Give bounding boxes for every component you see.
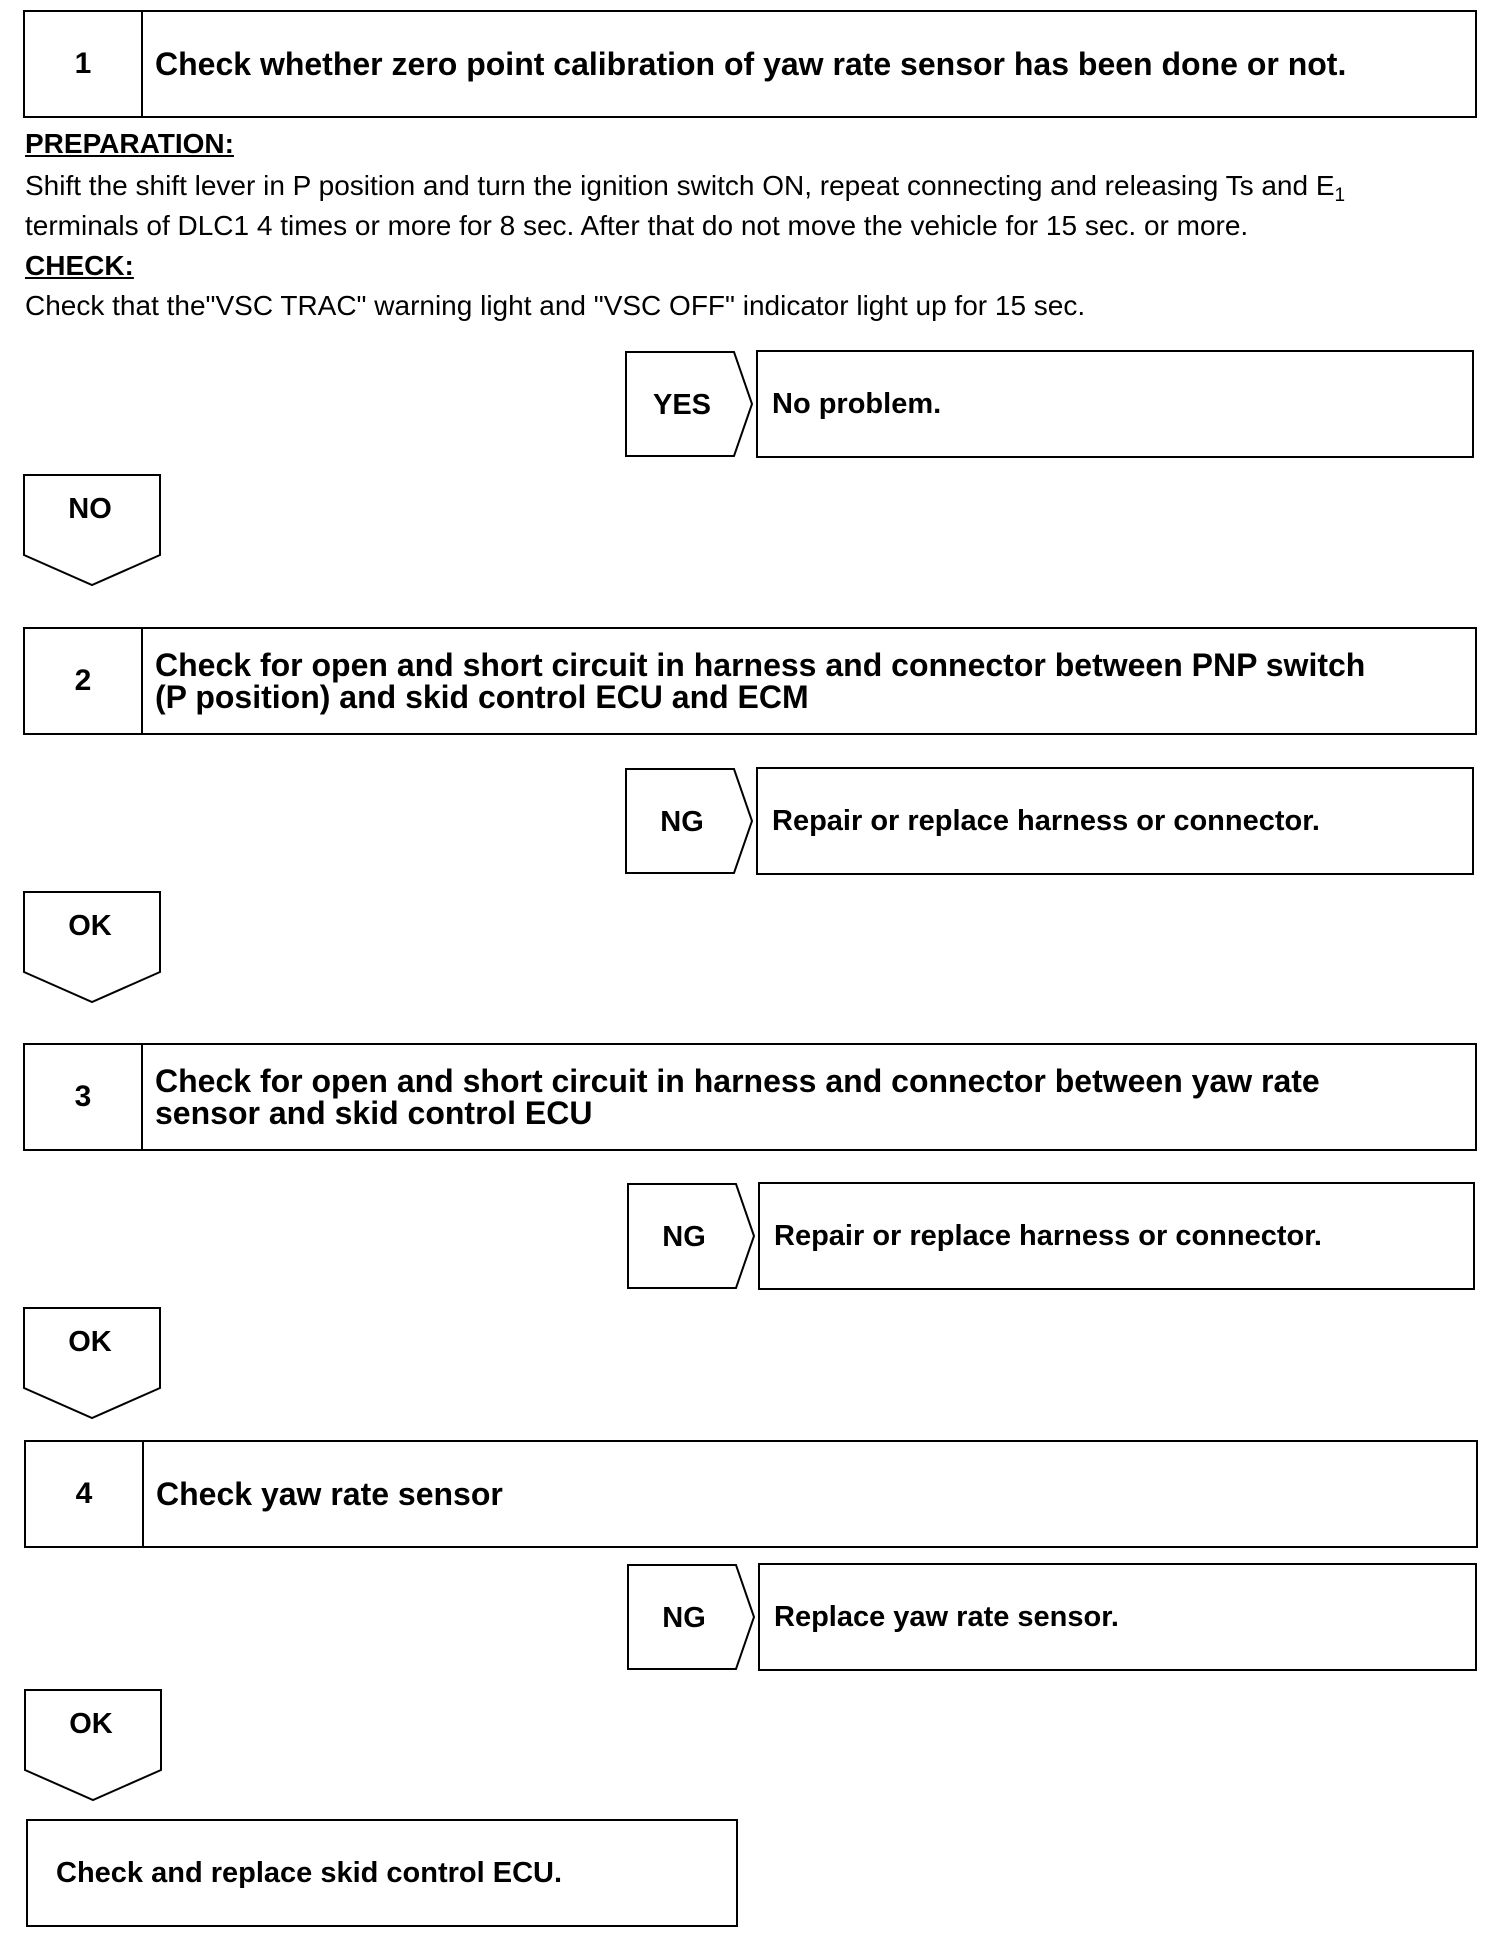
step-4-branch-result: Replace yaw rate sensor. <box>758 1563 1477 1671</box>
step-2-ok-tag <box>22 890 164 1005</box>
no-continue-tag-label: NO <box>68 493 112 525</box>
yes-branch-tag-label: YES <box>652 389 712 421</box>
step-3-box <box>23 1043 1477 1151</box>
final-result-box: Check and replace skid control ECU. <box>26 1819 738 1927</box>
step-2-title-line-1: Check for open and short circuit in harness and connector between PNP switch <box>155 647 1366 683</box>
step-4-ng-tag-label: NG <box>662 1602 706 1634</box>
step-2-title <box>143 629 1475 733</box>
preparation-label: PREPARATION: <box>25 128 234 159</box>
check-text: Check that the"VSC TRAC" warning light and "VSC OFF" indicator light up for 15 sec. <box>25 290 1086 321</box>
step-4-ok-tag-label: OK <box>69 1708 113 1740</box>
yes-branch-tag <box>624 350 754 460</box>
step-3-ng-tag <box>626 1182 756 1292</box>
step-4-title: Check yaw rate sensor <box>156 1476 503 1512</box>
preparation-subscript: 1 <box>1334 185 1346 206</box>
step-2-ng-tag-label: NG <box>660 806 704 838</box>
step-2-box <box>23 627 1477 735</box>
step-3-branch-result: Repair or replace harness or connector. <box>758 1182 1475 1290</box>
no-continue-tag <box>22 473 164 588</box>
step-2-ng-tag <box>624 767 754 877</box>
preparation-text-b: terminals of DLC1 4 times or more for 8 sec. After that do not move the vehicle for 15 sec. or more. <box>25 210 1249 241</box>
step-3-title-line-1: Check for open and short circuit in harness and connector between yaw rate <box>155 1063 1320 1099</box>
step-2-ok-tag-label: OK <box>68 910 112 942</box>
step-4-box <box>24 1440 1478 1548</box>
step-2-number: 2 <box>25 629 143 733</box>
step-1-box <box>23 10 1477 118</box>
step-3-title-line-2: sensor and skid control ECU <box>155 1095 593 1131</box>
step-1-title: Check whether zero point calibration of yaw rate sensor has been done or not. <box>155 46 1347 82</box>
preparation-text-a: Shift the shift lever in P position and turn the ignition switch ON, repeat connecting and releasing Ts and E <box>25 170 1335 201</box>
step-3-number: 3 <box>25 1045 143 1149</box>
preparation-text <box>25 166 1495 246</box>
step-4-number: 4 <box>26 1442 144 1546</box>
step-4-ok-tag <box>23 1688 165 1803</box>
step-1-number: 1 <box>25 12 143 116</box>
step-2-branch-result: Repair or replace harness or connector. <box>756 767 1474 875</box>
step-1-branch-result: No problem. <box>756 350 1474 458</box>
step-3-ng-tag-label: NG <box>662 1221 706 1253</box>
step-3-ok-tag-label: OK <box>68 1326 112 1358</box>
step-3-title <box>143 1045 1475 1149</box>
check-label: CHECK: <box>25 250 134 281</box>
step-4-ng-tag <box>626 1563 756 1673</box>
step-2-title-line-2: (P position) and skid control ECU and ECM <box>155 679 809 715</box>
step-3-ok-tag <box>22 1306 164 1421</box>
